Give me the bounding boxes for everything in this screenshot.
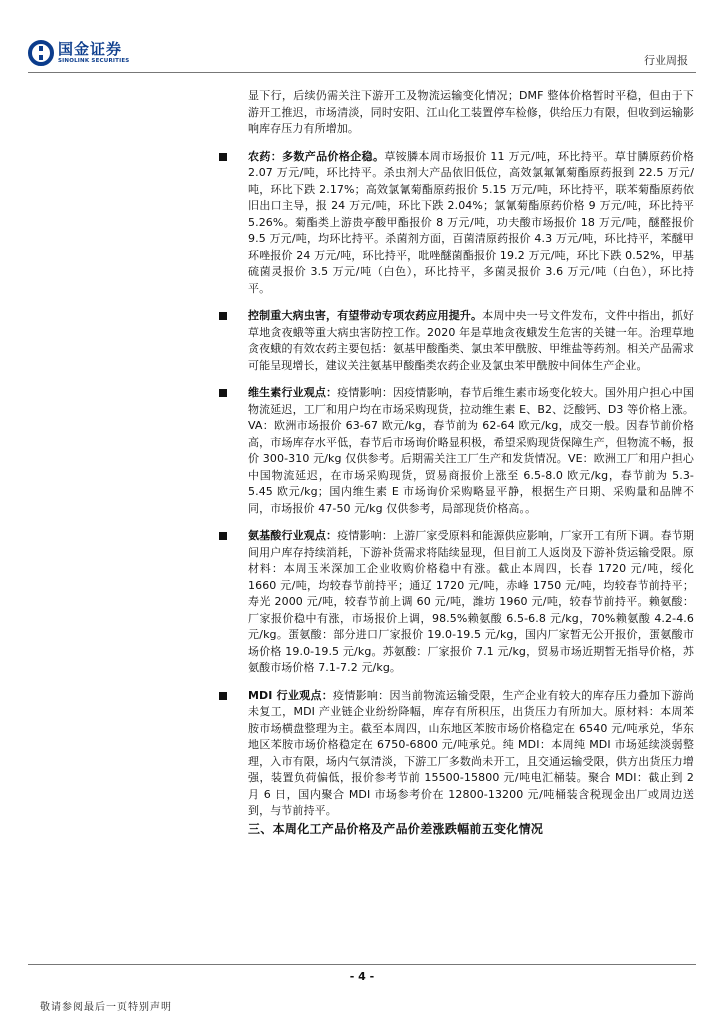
paragraph-text: 疫情影响：因当前物流运输受限，生产企业有较大的库存压力叠加下游尚未复工，MDI 产业链企业纷纷降幅，库存有所积压，出货压力有所加大。原材料：本周苯胺市场横盘整理为主。截至本周四，山东地区苯胺市场价格稳定在 6540 元/吨承兑，华东地区苯胺市场价格稳定在 6750-6800 元/吨承兑。纯 MDI：本周纯 MDI 市场延续淡弱整理，入市有限，场内气氛清淡，下游工厂多数尚未开工，且交通运输受限，供方出货压力增强，装置负荷偏低，报价参考节前 15500-15800 元/吨电汇桶装。聚合 MDI：截止到 2 月 6 日，国内聚合 MDI 市场参考价在 12800-13200 元/吨桶装含税现金出厂或周边送到，与节前持平。	[248, 688, 695, 817]
bullet-square-icon	[219, 692, 227, 700]
paragraph-pest-control	[248, 308, 694, 374]
page-header	[0, 0, 724, 76]
paragraph-lead: 维生素行业观点：	[248, 386, 338, 399]
paragraph-dmf-continued	[248, 88, 694, 138]
footer-divider	[28, 964, 696, 965]
logo-chinese-name: 国金证券	[58, 40, 123, 58]
paragraph-lead: 农药：多数产品价格企稳。	[248, 149, 385, 163]
logo-english-name: SINOLINK SECURITIES	[58, 58, 130, 64]
bullet-square-icon	[219, 153, 227, 161]
paragraph-text: 显下行，后续仍需关注下游开工及物流运输变化情况；DMF 整体价格暂时平稳，但由于下游开工推迟，市场清淡，同时安阳、江山化工装置停车检修，供给压力有限，但收到运输影响库存压力有所增加。	[248, 89, 694, 135]
paragraph-lead: 控制重大病虫害，有望带动专项农药应用提升。	[248, 309, 483, 322]
paragraph-text: 疫情影响：上游厂家受原料和能源供应影响，厂家开工有所下调。春节期间用户库存持续消耗，下游补货需求将陆续显现，但目前工人返岗及下游补货运输受限。原材料：本周玉米深加工企业收购价格稳中有涨。截止本周四，长春 1720 元/吨，绥化 1660 元/吨，均较春节前持平；通辽 1720 元/吨，赤峰 1750 元/吨，均较春节前持平；寿光 2000 元/吨，较春节前上调 60 元/吨，潍坊 1960 元/吨，较春节前持平。赖氨酸：厂家报价稳中有涨，市场报价上调，98.5%赖氨酸 6.5-6.8 元/kg，70%赖氨酸 4.2-4.6 元/kg。蛋氨酸：部分进口厂家报价 19.0-19.5 元/kg，国内厂家暂无公开报价，蛋氨酸市场价格 19.0-19.5 元/kg。苏氨酸：厂家报价 7.1 元/kg，贸易市场近期暂无指导价格，苏氨酸市场价格 7.1-7.2 元/kg。	[248, 529, 694, 674]
company-logo	[28, 40, 129, 66]
bullet-square-icon	[219, 389, 227, 397]
document-type: 行业周报	[644, 54, 688, 67]
logo-icon	[28, 40, 54, 66]
header-divider	[28, 72, 696, 73]
footer-disclaimer: 敬请参阅最后一页特别声明	[40, 1002, 172, 1013]
paragraph-text: 疫情影响：因疫情影响，春节后维生素市场变化较大。国外用户担心中国物流延迟，工厂和用户均在市场采购现货，拉动维生素 E、B2、泛酸钙、D3 等价格上涨。VA：欧洲市场报价 63-67 欧元/kg，春节前为 62-64 欧元/kg，成交一般。因春节前价格高，市场库存水平低，春节后市场询价略显积极，希望采购现货保障生产，但物流不畅，报价 300-310 元/kg 仅供参考。后期需关注工厂生产和发货情况。VE：欧洲工厂和用户担心中国物流延迟，在市场采购现货，贸易商报价上涨至 6.5-8.0 欧元/kg，春节前为 5.3-5.45 欧元/kg；国内维生素 E 市场询价采购略显平静，根据生产日期、采购量和品牌不同，市场报价 47-50 元/kg 仅供参考，局部现货价格高。。	[248, 386, 694, 515]
page-number: - 4 -	[349, 970, 375, 983]
bullet-square-icon	[219, 532, 227, 540]
paragraph-text: 本周中央一号文件发布，文件中指出，抓好草地贪夜蛾等重大病虫害防控工作。2020 年是草地贪夜蛾发生危害的关键一年。治理草地贪夜蛾的有效农药主要包括：氨基甲酸酯类、氯虫苯甲酰胺、甲维盐等药剂。相关产品需求可能呈现增长，建议关注氨基甲酸酯类农药企业及氯虫苯甲酰胺中间体生产企业。	[248, 309, 694, 372]
report-body	[248, 88, 694, 831]
paragraph-lead: MDI 行业观点：	[248, 688, 334, 702]
paragraph-lead: 氨基酸行业观点：	[248, 529, 338, 542]
section-heading: 三、本周化工产品价格及产品价差涨跌幅前五变化情况	[248, 822, 544, 836]
paragraph-mdi	[248, 688, 694, 820]
paragraph-pesticide	[248, 149, 694, 298]
paragraph-amino-acid	[248, 528, 694, 677]
bullet-square-icon	[219, 312, 227, 320]
paragraph-vitamin	[248, 385, 694, 517]
paragraph-text: 草铵膦本周市场报价 11 万元/吨，环比持平。草甘膦原药价格 2.07 万元/吨，环比持平。杀虫剂大产品依旧低位，高效氯氟氰菊酯原药报到 22.5 万元/吨，环比下跌 2.17%；高效氯氰菊酯原药报价 5.15 万元/吨，环比持平，联苯菊酯原药依旧出口主导，报 24 万元/吨，环比下跌 2.04%；氯氰菊酯原药价格 9 万元/吨，环比持平 5.26%。菊酯类上游贵亭酸甲酯报价 8 万元/吨，功夫酸市场报价 18 万元/吨，醚醛报价 9.5 万元/吨，均环比持平。杀菌剂方面，百菌清原药报价 4.3 万元/吨，环比持平，苯醚甲环唑报价 24 万元/吨，环比持平，吡唑醚菌酯报价 19.2 万元/吨，环比下跌 0.52%，甲基硫菌灵报价 3.5 万元/吨（白色），环比持平，多菌灵报价 3.6 万元/吨（白色），环比持平。	[248, 149, 694, 295]
